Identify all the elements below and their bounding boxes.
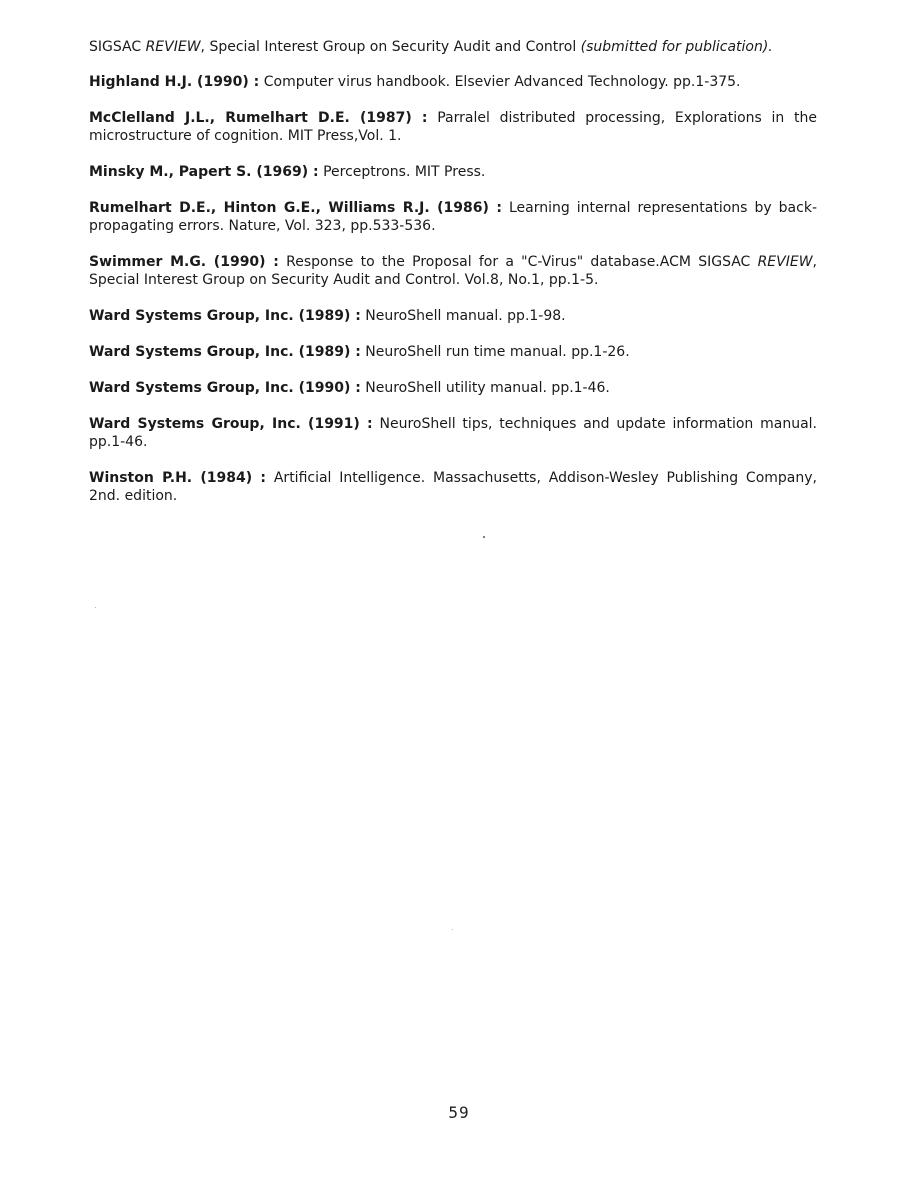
reference-entry (89, 343, 817, 361)
reference-text: Parralel distributed processing, Explorations in the microstructure of cognition. MIT Press,Vol. 1. (89, 110, 818, 144)
reference-text-italic: REVIEW (757, 254, 813, 270)
reference-text: Computer virus handbook. Elsevier Advanced Technology. pp.1-375. (259, 74, 741, 90)
reference-text-italic: (submitted for publication). (580, 39, 773, 55)
reference-entry (89, 199, 817, 235)
reference-author: Highland H.J. (1990) : (89, 74, 260, 90)
reference-text: Response to the Proposal for a "C-Virus" database.ACM SIGSAC (278, 254, 758, 270)
reference-author: Minsky M., Papert S. (1969) : (89, 164, 319, 180)
reference-author: Ward Systems Group, Inc. (1989) : (89, 308, 361, 324)
scan-speck (452, 929, 453, 930)
reference-text: NeuroShell utility manual. pp.1-46. (360, 380, 610, 396)
reference-entry (89, 379, 817, 397)
reference-entry (89, 109, 817, 145)
reference-text-italic: REVIEW (145, 39, 201, 55)
reference-entry (89, 163, 817, 181)
reference-author: Ward Systems Group, Inc. (1990) : (89, 380, 361, 396)
reference-author: Winston P.H. (1984) : (89, 470, 267, 486)
reference-text: , Special Interest Group on Security Audit and Control. Vol.8, No.1, pp.1-5. (89, 254, 817, 288)
reference-list (89, 38, 817, 523)
reference-author: Rumelhart D.E., Hinton G.E., Williams R.J. (1986) : (89, 200, 502, 216)
reference-entry (89, 307, 817, 325)
reference-entry (89, 253, 817, 289)
reference-author: Ward Systems Group, Inc. (1989) : (89, 344, 361, 360)
reference-text: SIGSAC (89, 39, 146, 55)
reference-text: Perceptrons. MIT Press. (318, 164, 486, 180)
reference-author: Swimmer M.G. (1990) : (89, 254, 279, 270)
reference-text: Learning internal representations by back-propagating errors. Nature, Vol. 323, pp.533-536. (89, 200, 817, 234)
reference-text: NeuroShell run time manual. pp.1-26. (360, 344, 630, 360)
scan-speck (483, 536, 485, 538)
reference-author: Ward Systems Group, Inc. (1991) : (89, 416, 373, 432)
reference-entry (89, 469, 817, 505)
scan-speck (95, 607, 96, 608)
page-number: 59 (448, 1103, 470, 1122)
reference-entry (89, 38, 817, 56)
reference-text: NeuroShell manual. pp.1-98. (360, 308, 566, 324)
reference-author: McClelland J.L., Rumelhart D.E. (1987) : (89, 110, 428, 126)
reference-text: Artificial Intelligence. Massachusetts, Addison-Wesley Publishing Company, 2nd. edition. (89, 470, 817, 504)
reference-text: , Special Interest Group on Security Audit and Control (200, 39, 581, 55)
reference-text: NeuroShell tips, techniques and update information manual. pp.1-46. (89, 416, 817, 450)
reference-entry (89, 73, 817, 91)
reference-entry (89, 415, 817, 451)
